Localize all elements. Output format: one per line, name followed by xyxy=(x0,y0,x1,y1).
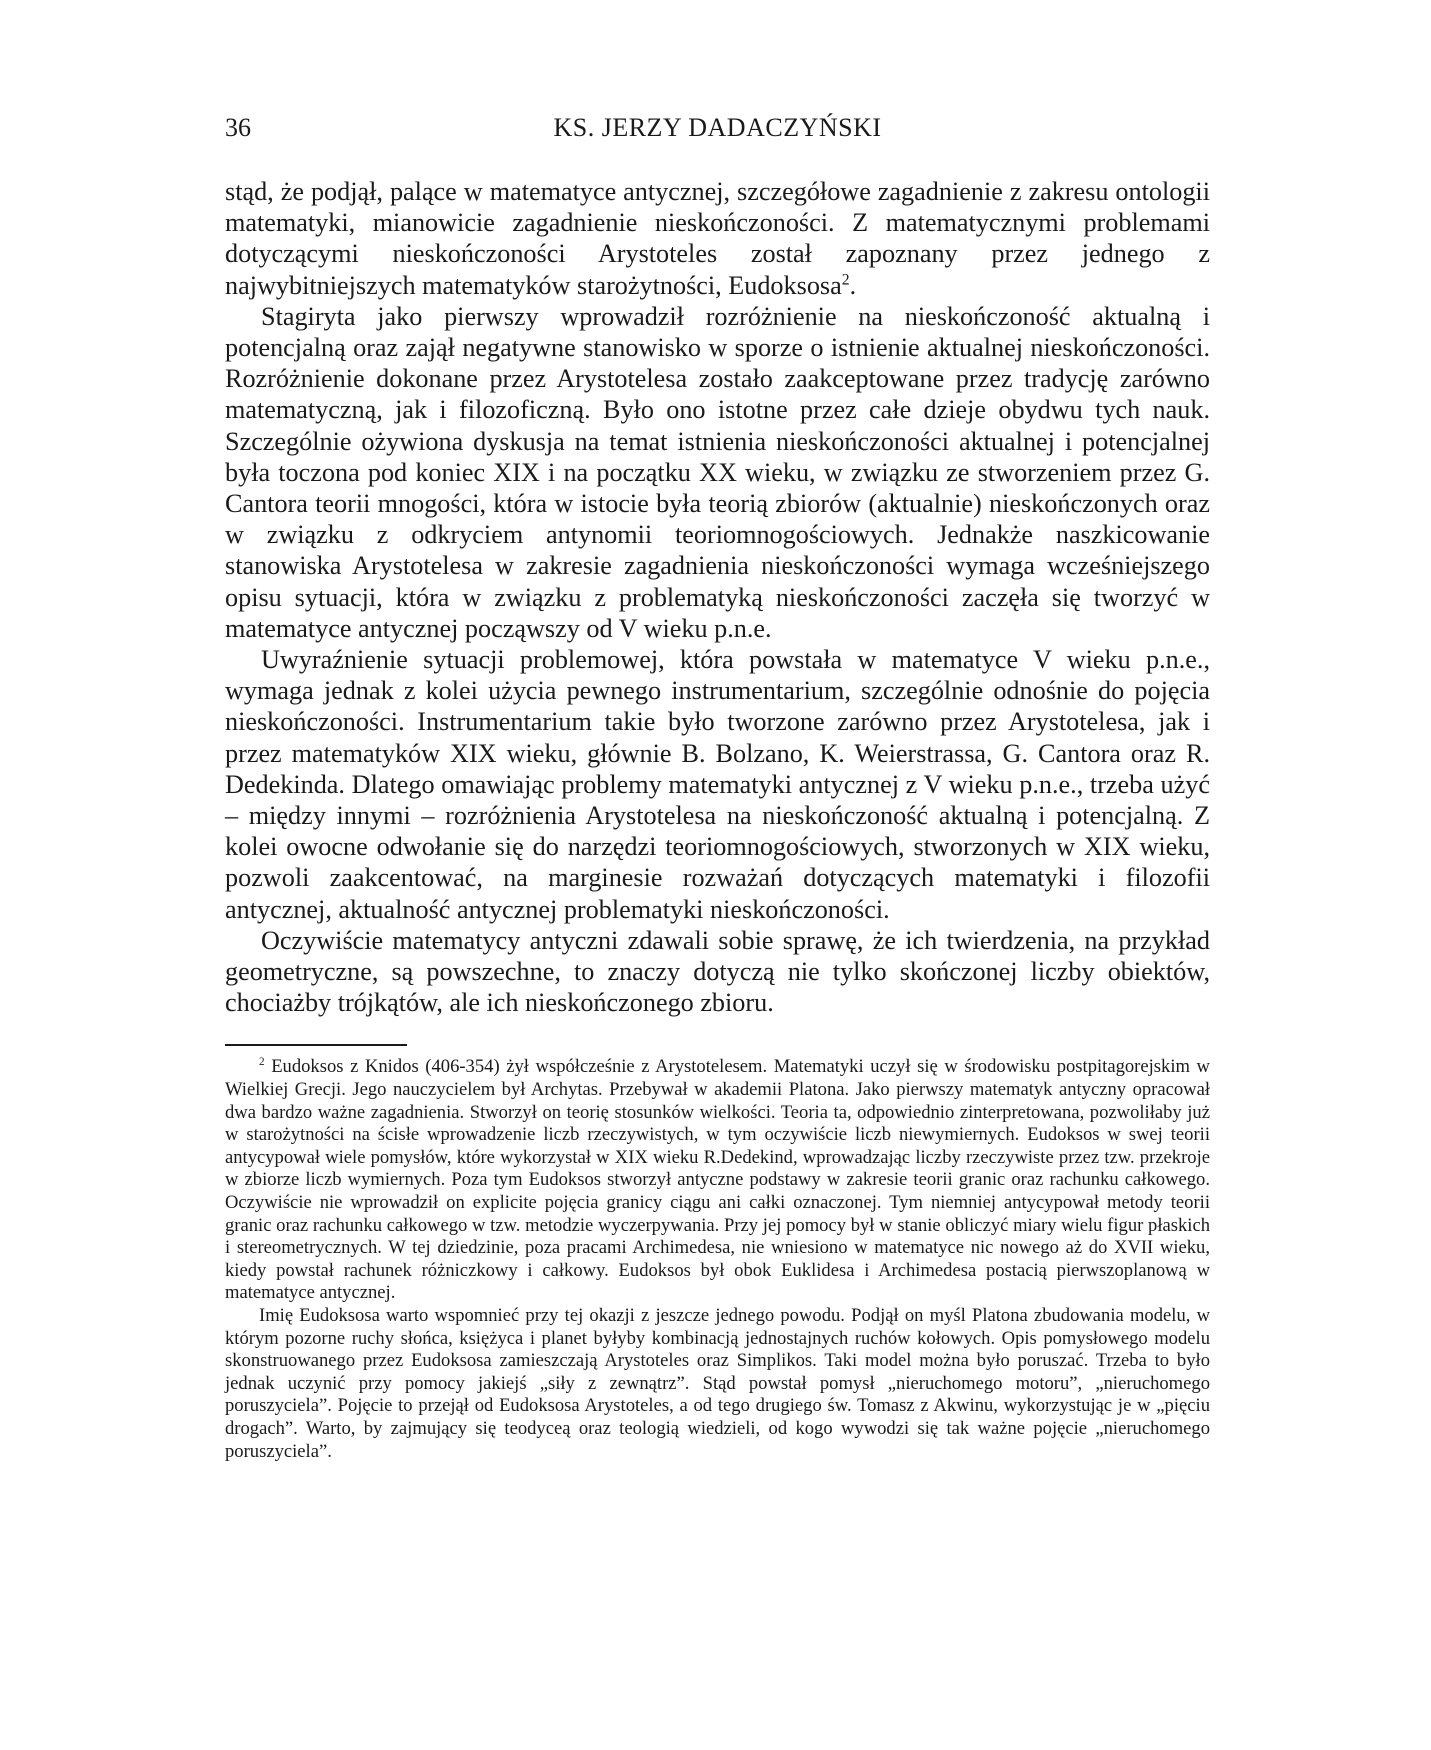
running-head: KS. JERZY DADACZYŃSKI xyxy=(553,113,882,142)
page-number: 36 xyxy=(225,113,251,142)
body-text xyxy=(225,176,1210,1018)
footnote-2-text: Eudoksos z Knidos (406-354) żył współcześnie z Arystotelesem. Matematyki uczył się w środowisku postpitagorejskim w Wielkiej Grecji. Jego nauczycielem był Archytas. Przebywał w akademii Platona. Jako pierwszy matematyk antyczny opracował dwa bardzo ważne zagadnienia. Stworzył on teorię stosunków wielkości. Teoria ta, odpowiednio zinterpretowana, pozwoliłaby już w starożytności na ścisłe wprowadzenie liczb rzeczywistych, w tym oczywiście liczb niewymiernych. Eudoksos w swej teorii antycypował wiele pomysłów, które wykorzystał w XIX wieku R.Dedekind, wprowadzając liczby rzeczywiste przez tzw. przekroje w zbiorze liczb wymiernych. Poza tym Eudoksos stworzył antyczne podstawy w zakresie teorii granic oraz rachunku całkowego. Oczywiście nie wprowadził on explicite pojęcia granicy ciągu ani całki oznaczonej. Tym niemniej antycypował metody teorii granic oraz rachunku całkowego w tzw. metodzie wyczerpywania. Przy jej pomocy był w stanie obliczyć miary wielu figur płaskich i stereometrycznych. W tej dziedzinie, poza pracami Archimedesa, nie wniesiono w matematyce nic nowego aż do XVII wieku, kiedy powstał rachunek różniczkowy i całkowy. Eudoksos był obok Euklidesa i Archimedesa postacią pierwszoplanową w matematyce antycznej. xyxy=(225,1056,1210,1304)
footnote-ref-2: 2 xyxy=(841,270,850,288)
paragraph-1-text: stąd, że podjął, palące w matematyce antycznej, szczegółowe zagadnienie z zakresu ontologii matematyki, mianowicie zagadnienie nieskończoności. Z matematycznymi problemami dotyczącymi nieskończoności Arystoteles został zapoznany przez jednego z najwybitniejszych matematyków starożytności, Eudoksosa xyxy=(225,177,1210,300)
paragraph-1 xyxy=(225,176,1210,301)
page-header xyxy=(225,108,1210,148)
footnote-2 xyxy=(225,1056,1210,1305)
footnote-divider xyxy=(225,1044,407,1046)
document-page xyxy=(225,108,1210,1463)
paragraph-1-end: . xyxy=(849,270,857,300)
footnote-marker-2: 2 xyxy=(259,1056,265,1069)
paragraph-4: Oczywiście matematycy antyczni zdawali sobie sprawę, że ich twierdzenia, na przykład geometryczne, są powszechne, to znaczy dotyczą nie tylko skończonej liczby obiektów, chociażby trójkątów, ale ich nieskończonego zbioru. xyxy=(225,925,1210,1018)
paragraph-2: Stagiryta jako pierwszy wprowadził rozróżnienie na nieskończoność aktualną i potencjalną oraz zajął negatywne stanowisko w sporze o istnienie aktualnej nieskończoności. Rozróżnienie dokonane przez Arystotelesa zostało zaakceptowane przez tradycję zarówno matematyczną, jak i filozoficzną. Było ono istotne przez całe dzieje obydwu tych nauk. Szczególnie ożywiona dyskusja na temat istnienia nieskończoności aktualnej i potencjalnej była toczona pod koniec XIX i na początku XX wieku, w związku ze stworzeniem przez G. Cantora teorii mnogości, która w istocie była teorią zbiorów (aktualnie) nieskończonych oraz w związku z odkryciem antynomii teoriomnogościowych. Jednakże naszkicowanie stanowiska Arystotelesa w zakresie zagadnienia nieskończoności wymaga wcześniejszego opisu sytuacji, która w związku z problematyką nieskończoności zaczęła się tworzyć w matematyce antycznej począwszy od V wieku p.n.e. xyxy=(225,301,1210,643)
footnote-2-continuation: Imię Eudoksosa warto wspomnieć przy tej okazji z jeszcze jednego powodu. Podjął on myśl Platona zbudowania modelu, w którym pozorne ruchy słońca, księżyca i planet byłyby kombinacją jednostajnych ruchów kołowych. Opis pomysłowego modelu skonstruowanego przez Eudoksosa zamieszczają Arystoteles oraz Simplikos. Taki model można było poruszać. Trzeba to było jednak uczynić przy pomocy jakiejś „siły z zewnątrz”. Stąd powstał pomysł „nieruchomego motoru”, „nieruchomego poruszyciela”. Pojęcie to przejął od Eudoksosa Arystoteles, a od tego drugiego św. Tomasz z Akwinu, wykorzystując je w „pięciu drogach”. Warto, by zajmujący się teodyceą oraz teologią wiedzieli, od kogo wywodzi się tak ważne pojęcie „nieruchomego poruszyciela”. xyxy=(225,1305,1210,1462)
footnotes xyxy=(225,1056,1210,1463)
paragraph-3: Uwyraźnienie sytuacji problemowej, która powstała w matematyce V wieku p.n.e., wymaga jednak z kolei użycia pewnego instrumentarium, szczególnie odnośnie do pojęcia nieskończoności. Instrumentarium takie było tworzone zarówno przez Arystotelesa, jak i przez matematyków XIX wieku, głównie B. Bolzano, K. Weierstrassa, G. Cantora oraz R. Dedekinda. Dlatego omawiając problemy matematyki antycznej z V wieku p.n.e., trzeba użyć – między innymi – rozróżnienia Arystotelesa na nieskończoność aktualną i potencjalną. Z kolei owocne odwołanie się do narzędzi teoriomnogościowych, stworzonych w XIX wieku, pozwoli zaakcentować, na marginesie rozważań dotyczących matematyki i filozofii antycznej, aktualność antycznej problematyki nieskończoności. xyxy=(225,645,1210,924)
